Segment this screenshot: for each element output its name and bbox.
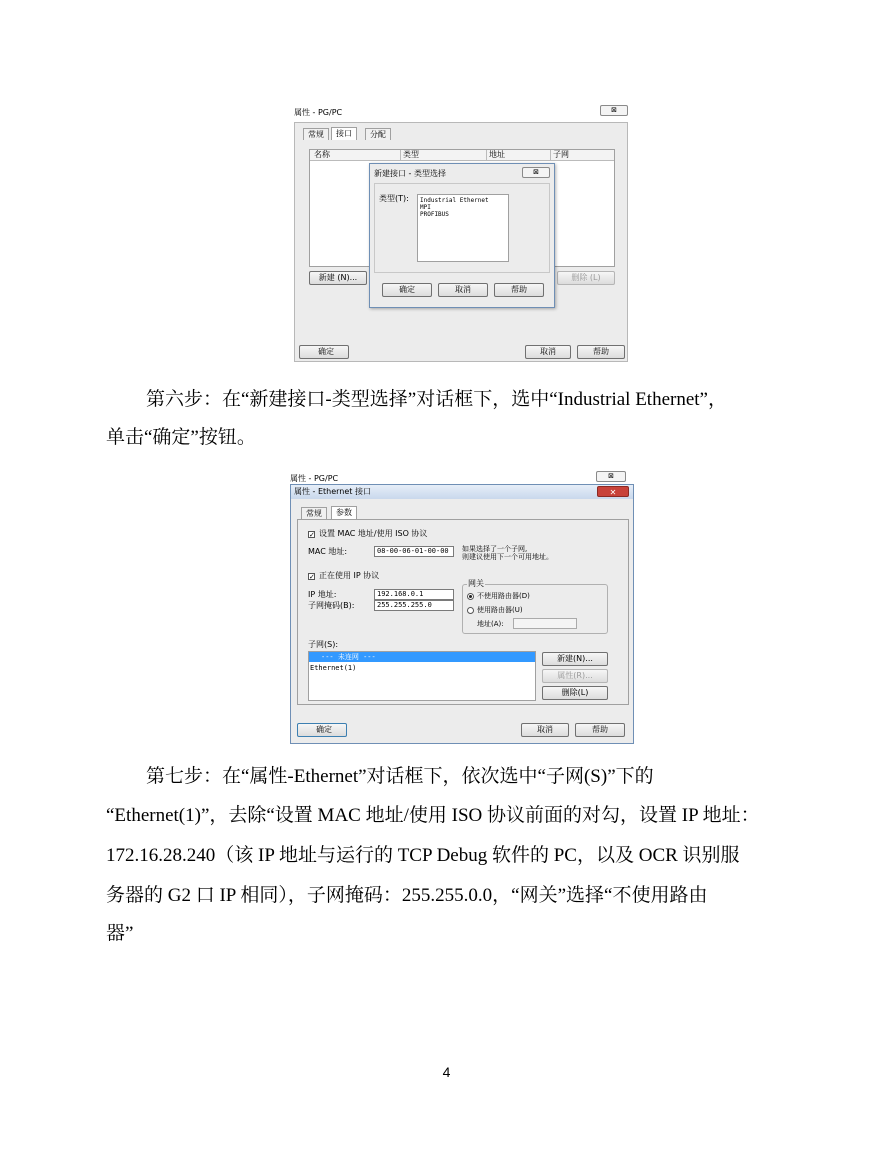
delete-button[interactable]: 删除 (L) <box>557 271 615 285</box>
cancel-button[interactable]: 取消 <box>521 723 569 737</box>
screenshot-properties-pgpc <box>290 100 632 366</box>
use-ip-label: 正在使用 IP 协议 <box>319 571 380 580</box>
close-icon[interactable]: ✕ <box>597 486 629 497</box>
router-address-label: 地址(A): <box>477 620 504 628</box>
tab-general[interactable]: 常规 <box>301 507 327 519</box>
ok-button[interactable]: 确定 <box>297 723 347 737</box>
router-address-field[interactable] <box>513 618 577 629</box>
set-mac-checkbox[interactable]: ✓ <box>309 531 315 539</box>
subnet-list[interactable] <box>308 651 536 701</box>
title-bar <box>291 485 633 499</box>
subnet-note-line-1: 如果选择了一个子网, <box>462 545 528 553</box>
no-router-label: 不使用路由器(D) <box>477 592 530 600</box>
step-seven-line-3: 172.16.28.240（该 IP 地址与运行的 TCP Debug 软件的 PC，以及 OCR 识别服 <box>106 845 740 866</box>
list-item-selected[interactable] <box>309 652 535 662</box>
ok-button[interactable]: 确定 <box>299 345 349 359</box>
ok-button[interactable]: 确定 <box>382 283 432 297</box>
step-six-line-2: 单击“确定”按钮。 <box>106 427 256 448</box>
tab-interface[interactable]: 接口 <box>331 127 357 140</box>
use-router-radio[interactable] <box>467 607 474 614</box>
ip-address-field[interactable]: 192.168.0.1 <box>374 589 454 600</box>
tab-assignment[interactable]: 分配 <box>365 128 391 140</box>
new-subnet-button[interactable]: 新建(N)... <box>542 652 608 666</box>
ethernet-dialog <box>290 484 634 744</box>
outer-close-icon[interactable]: ⊠ <box>596 471 626 482</box>
type-selection-dialog <box>369 163 555 308</box>
use-ip-checkbox[interactable]: ✓ <box>309 573 315 581</box>
column-name: 名称 <box>314 150 330 159</box>
list-item-label: --- 未连网 --- <box>321 653 376 661</box>
column-subnet: 子网 <box>550 150 569 160</box>
subnet-label: 子网(S): <box>308 640 339 649</box>
tab-content <box>297 519 629 705</box>
ip-label: IP 地址: <box>308 590 337 599</box>
help-button[interactable]: 帮助 <box>494 283 544 297</box>
subnet-note-line-2: 则建议使用下一个可用地址。 <box>462 553 553 561</box>
step-seven-line-1: 第七步：在“属性-Ethernet”对话框下，依次选中“子网(S)”下的 <box>146 766 654 787</box>
new-button[interactable]: 新建 (N)... <box>309 271 367 285</box>
type-list[interactable] <box>417 194 509 262</box>
list-item[interactable]: PROFIBUS <box>420 211 449 218</box>
column-address: 地址 <box>486 150 505 160</box>
type-label: 类型(T): <box>379 194 409 203</box>
cancel-button[interactable]: 取消 <box>525 345 571 359</box>
no-router-radio[interactable] <box>467 593 474 600</box>
list-header <box>310 150 614 161</box>
type-dialog-title: 新建接口 - 类型选择 <box>374 169 446 178</box>
type-dialog-body <box>374 183 550 273</box>
use-router-label: 使用路由器(U) <box>477 606 523 614</box>
delete-subnet-button[interactable]: 删除(L) <box>542 686 608 700</box>
tab-general[interactable]: 常规 <box>303 128 329 140</box>
close-icon[interactable]: ⊠ <box>522 167 550 178</box>
gateway-group <box>462 579 608 634</box>
outer-dialog-title: 属性 - PG/PC <box>290 474 339 483</box>
list-item[interactable]: MPI <box>420 204 431 211</box>
list-item[interactable]: Ethernet(1) <box>310 664 357 672</box>
help-button[interactable]: 帮助 <box>577 345 625 359</box>
page-number: 4 <box>442 1064 451 1080</box>
step-seven-line-4: 务器的 G2 口 IP 相同），子网掩码：255.255.0.0，“网关”选择“不使用路由 <box>106 885 708 906</box>
dialog-title: 属性 - Ethernet 接口 <box>294 487 371 496</box>
mac-label: MAC 地址: <box>308 547 348 556</box>
dialog-title: 属性 - PG/PC <box>294 108 343 117</box>
cancel-button[interactable]: 取消 <box>438 283 488 297</box>
mac-address-field[interactable]: 08-00-06-01-00-00 <box>374 546 454 557</box>
step-seven-line-5: 器” <box>106 923 134 944</box>
set-mac-label: 设置 MAC 地址/使用 ISO 协议 <box>319 529 428 538</box>
screenshot-ethernet-properties <box>290 470 634 744</box>
column-type: 类型 <box>400 150 419 160</box>
gateway-title: 网关 <box>468 579 484 588</box>
step-seven-line-2: “Ethernet(1)”，去除“设置 MAC 地址/使用 ISO 协议前面的对勾，设置 IP 地址： <box>106 805 760 826</box>
tab-parameters[interactable]: 参数 <box>331 506 357 519</box>
mask-label: 子网掩码(B): <box>308 601 355 610</box>
subnet-mask-field[interactable]: 255.255.255.0 <box>374 600 454 611</box>
close-icon[interactable]: ⊠ <box>600 105 628 116</box>
help-button[interactable]: 帮助 <box>575 723 625 737</box>
list-item[interactable]: Industrial Ethernet <box>420 197 489 204</box>
subnet-properties-button[interactable]: 属性(R)... <box>542 669 608 683</box>
step-six-line-1: 第六步：在“新建接口-类型选择”对话框下，选中“Industrial Ethernet”， <box>146 389 727 410</box>
